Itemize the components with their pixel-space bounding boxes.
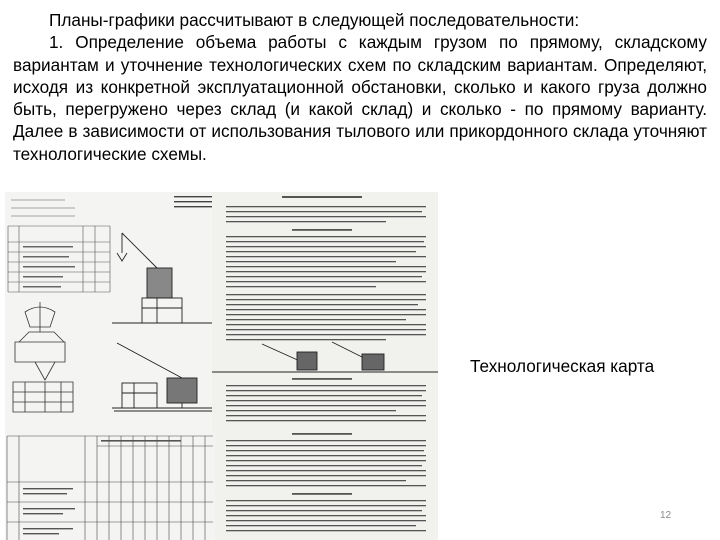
crane-illustrations [112,193,222,423]
caption: Технологическая карта [470,356,655,376]
table-bottom-drawing [5,432,215,540]
page-number: 12 [660,510,672,521]
scanned-table-bottom [5,432,215,540]
slide-text [13,9,707,165]
step-1-paragraph: 1. Определение объема работы с каждым грузом по прямому, складскому вариантам и уточнение технологических схем по складским вариантам. Определяют, исходя из конкретной эксплуатационной обстановки, сколько и какого груза должно быть, перегружено через склад (и какой склад) и сколько - по прямому варианту. Далее в зависимости от использования тылового или прикордонного склада уточняют технологические схемы. [13,32,707,164]
crane-drawing [112,193,222,423]
intro-paragraph: Планы-графики рассчитывают в следующей последовательности: [49,10,580,30]
text-document-drawing [212,192,438,540]
scanned-text-document [212,192,438,540]
